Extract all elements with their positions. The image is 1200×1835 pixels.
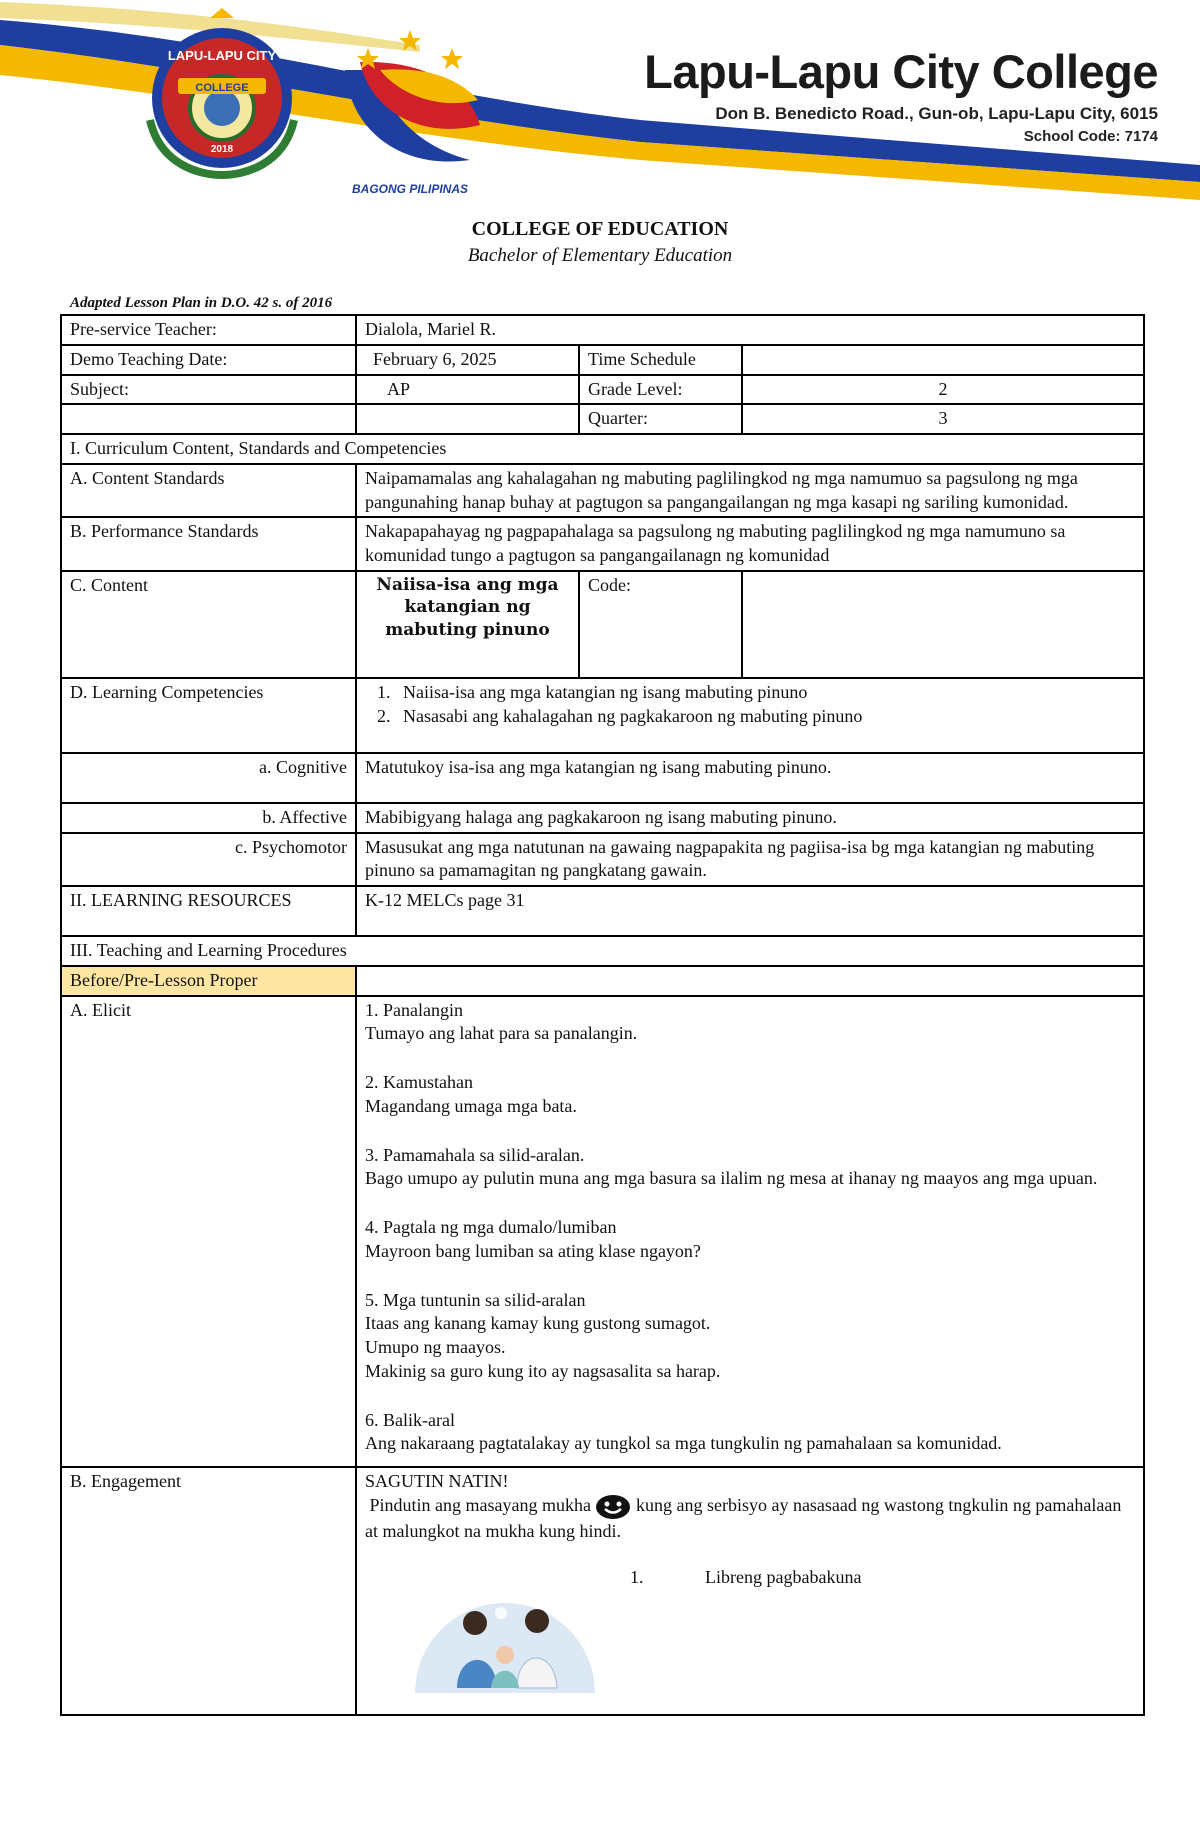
instruction-text: Pindutin ang masayang mukha xyxy=(369,1494,591,1515)
engagement-item xyxy=(365,1566,1135,1590)
table-row xyxy=(61,464,1144,518)
competencies-list-cell xyxy=(356,678,1144,753)
svg-text:2018: 2018 xyxy=(210,144,234,155)
affective-label: b. Affective xyxy=(61,803,356,833)
table-row xyxy=(61,966,1144,996)
school-code: School Code: 7174 xyxy=(1023,128,1158,145)
elicit-label: A. Elicit xyxy=(61,996,356,1468)
competencies-label: D. Learning Competencies xyxy=(61,678,356,753)
demo-date-label: Demo Teaching Date: xyxy=(61,345,356,375)
table-row xyxy=(61,434,1144,464)
engagement-instruction xyxy=(365,1494,1135,1544)
step-text: Ang nakaraang pagtatalakay ay tungkol sa mga tungkulin ng pamahalaan sa komunidad. xyxy=(365,1433,1002,1454)
table-row xyxy=(61,936,1144,966)
item-number: 1. xyxy=(630,1566,644,1587)
adapted-note: Adapted Lesson Plan in D.O. 42 s. of 2016 xyxy=(70,295,333,311)
program-title: Bachelor of Elementary Education xyxy=(467,245,733,266)
before-lesson-label: Before/Pre-Lesson Proper xyxy=(61,966,356,996)
college-address: Don B. Benedicto Road., Gun-ob, Lapu-Lapu City, 6015 xyxy=(715,104,1158,123)
subject-value: AP xyxy=(356,375,579,405)
empty-cell xyxy=(356,966,1144,996)
step-title: 3. Pamamahala sa silid-aralan. xyxy=(365,1144,585,1165)
step-text: Magandang umaga mga bata. xyxy=(365,1095,577,1116)
table-row xyxy=(61,833,1144,887)
instruction-text: kung ang serbisyo ay nasasaad ng wastong tngkulin ng pamahalaan at malungkot na mukha kung hindi. xyxy=(365,1494,1122,1541)
happy-face-icon xyxy=(595,1494,631,1520)
competencies-list xyxy=(365,681,1135,729)
svg-text:COLLEGE: COLLEGE xyxy=(195,82,249,94)
empty-cell xyxy=(61,404,356,434)
table-row xyxy=(61,1467,1144,1715)
psychomotor-value: Masusukat ang mga natutunan na gawaing nagpapakita ng pagiisa-isa bg mga katangian ng mabuting pinuno sa pamamagitan ng pangkatang gawain. xyxy=(356,833,1144,887)
table-row xyxy=(61,753,1144,803)
svg-text:BAGONG PILIPINAS: BAGONG PILIPINAS xyxy=(351,182,469,196)
code-label: Code: xyxy=(579,571,742,678)
code-value xyxy=(742,571,1144,678)
time-schedule-label: Time Schedule xyxy=(579,345,742,375)
list-item: 2. Nasasabi ang kahalagahan ng pagkakaroon ng mabuting pinuno xyxy=(395,705,1135,729)
table-row xyxy=(61,678,1144,753)
step-title: 5. Mga tuntunin sa silid-aralan xyxy=(365,1289,586,1310)
step-title: 4. Pagtala ng mga dumalo/lumiban xyxy=(365,1217,617,1237)
letterhead xyxy=(0,0,1200,215)
content-standards-value: Naipamamalas ang kahalagahan ng mabuting paglilingkod ng mga namumuo sa pagsulong ng mga pangunahing hanap buhay at pagtugon sa pangangailangan ng mga kasapi ng sariling kumonidad. xyxy=(356,464,1144,518)
engagement-label: B. Engagement xyxy=(61,1467,356,1715)
item-text: Libreng pagbabakuna xyxy=(705,1566,862,1587)
step-text: Umupo ng maayos. xyxy=(365,1337,506,1357)
quarter-value: 3 xyxy=(742,404,1144,434)
step-text: Mayroon bang lumiban sa ating klase ngayon? xyxy=(365,1240,701,1261)
quarter-label: Quarter: xyxy=(579,404,742,434)
vaccination-illustration-icon xyxy=(405,1593,605,1693)
engagement-title: SAGUTIN NATIN! xyxy=(365,1471,509,1491)
step-title: 2. Kamustahan xyxy=(365,1072,473,1092)
cognitive-label: a. Cognitive xyxy=(61,753,356,803)
psychomotor-label: c. Psychomotor xyxy=(61,833,356,887)
department-title: COLLEGE OF EDUCATION xyxy=(471,218,729,240)
table-row xyxy=(61,404,1144,434)
grade-value: 2 xyxy=(742,375,1144,405)
time-schedule-value xyxy=(742,345,1144,375)
table-row xyxy=(61,803,1144,833)
section-3-heading: III. Teaching and Learning Procedures xyxy=(61,936,1144,966)
step-text: Makinig sa guro kung ito ay nagsasalita sa harap. xyxy=(365,1360,721,1381)
performance-standards-value: Nakapapahayag ng pagpapahalaga sa pagsulong ng mabuting paglilingkod ng mga namumuno sa komunidad tungo a pagtugon sa pangangailanagn ng komunidad xyxy=(356,517,1144,571)
content-label: C. Content xyxy=(61,571,356,678)
table-row xyxy=(61,315,1144,345)
step-title: 6. Balik-aral xyxy=(365,1409,455,1430)
table-row xyxy=(61,375,1144,405)
section-1-heading: I. Curriculum Content, Standards and Competencies xyxy=(61,434,1144,464)
preservice-value: Dialola, Mariel R. xyxy=(356,315,1144,345)
cognitive-value: Matutukoy isa-isa ang mga katangian ng isang mabuting pinuno. xyxy=(356,753,1144,803)
resources-value: K-12 MELCs page 31 xyxy=(356,886,1144,936)
step-text: Itaas ang kanang kamay kung gustong sumagot. xyxy=(365,1313,711,1334)
engagement-content xyxy=(356,1467,1144,1715)
list-item: 1. Naiisa-isa ang mga katangian ng isang mabuting pinuno xyxy=(395,681,1135,705)
college-name: Lapu-Lapu City College xyxy=(644,45,1158,98)
step-text: Tumayo ang lahat para sa panalangin. xyxy=(365,1023,638,1044)
preservice-label: Pre-service Teacher: xyxy=(61,315,356,345)
resources-label: II. LEARNING RESOURCES xyxy=(61,886,356,936)
lesson-plan-table xyxy=(60,314,1145,1716)
table-row xyxy=(61,571,1144,678)
step-text: Bago umupo ay pulutin muna ang mga basura sa ilalim ng mesa at ihanay ng maayos ang mga upuan. xyxy=(365,1168,1098,1189)
svg-text:LAPU-LAPU CITY: LAPU-LAPU CITY xyxy=(167,48,277,63)
grade-label: Grade Level: xyxy=(579,375,742,405)
performance-standards-label: B. Performance Standards xyxy=(61,517,356,571)
subject-label: Subject: xyxy=(61,375,356,405)
step-title: 1. Panalangin xyxy=(365,999,463,1020)
content-value: Naiisa-isa ang mga katangian ng mabuting pinuno xyxy=(356,571,579,678)
table-row xyxy=(61,996,1144,1468)
table-row xyxy=(61,345,1144,375)
demo-date-value: February 6, 2025 xyxy=(356,345,579,375)
empty-cell xyxy=(356,404,579,434)
table-row xyxy=(61,517,1144,571)
elicit-content xyxy=(356,996,1144,1468)
content-standards-label: A. Content Standards xyxy=(61,464,356,518)
affective-value: Mabibigyang halaga ang pagkakaroon ng isang mabuting pinuno. xyxy=(356,803,1144,833)
table-row xyxy=(61,886,1144,936)
